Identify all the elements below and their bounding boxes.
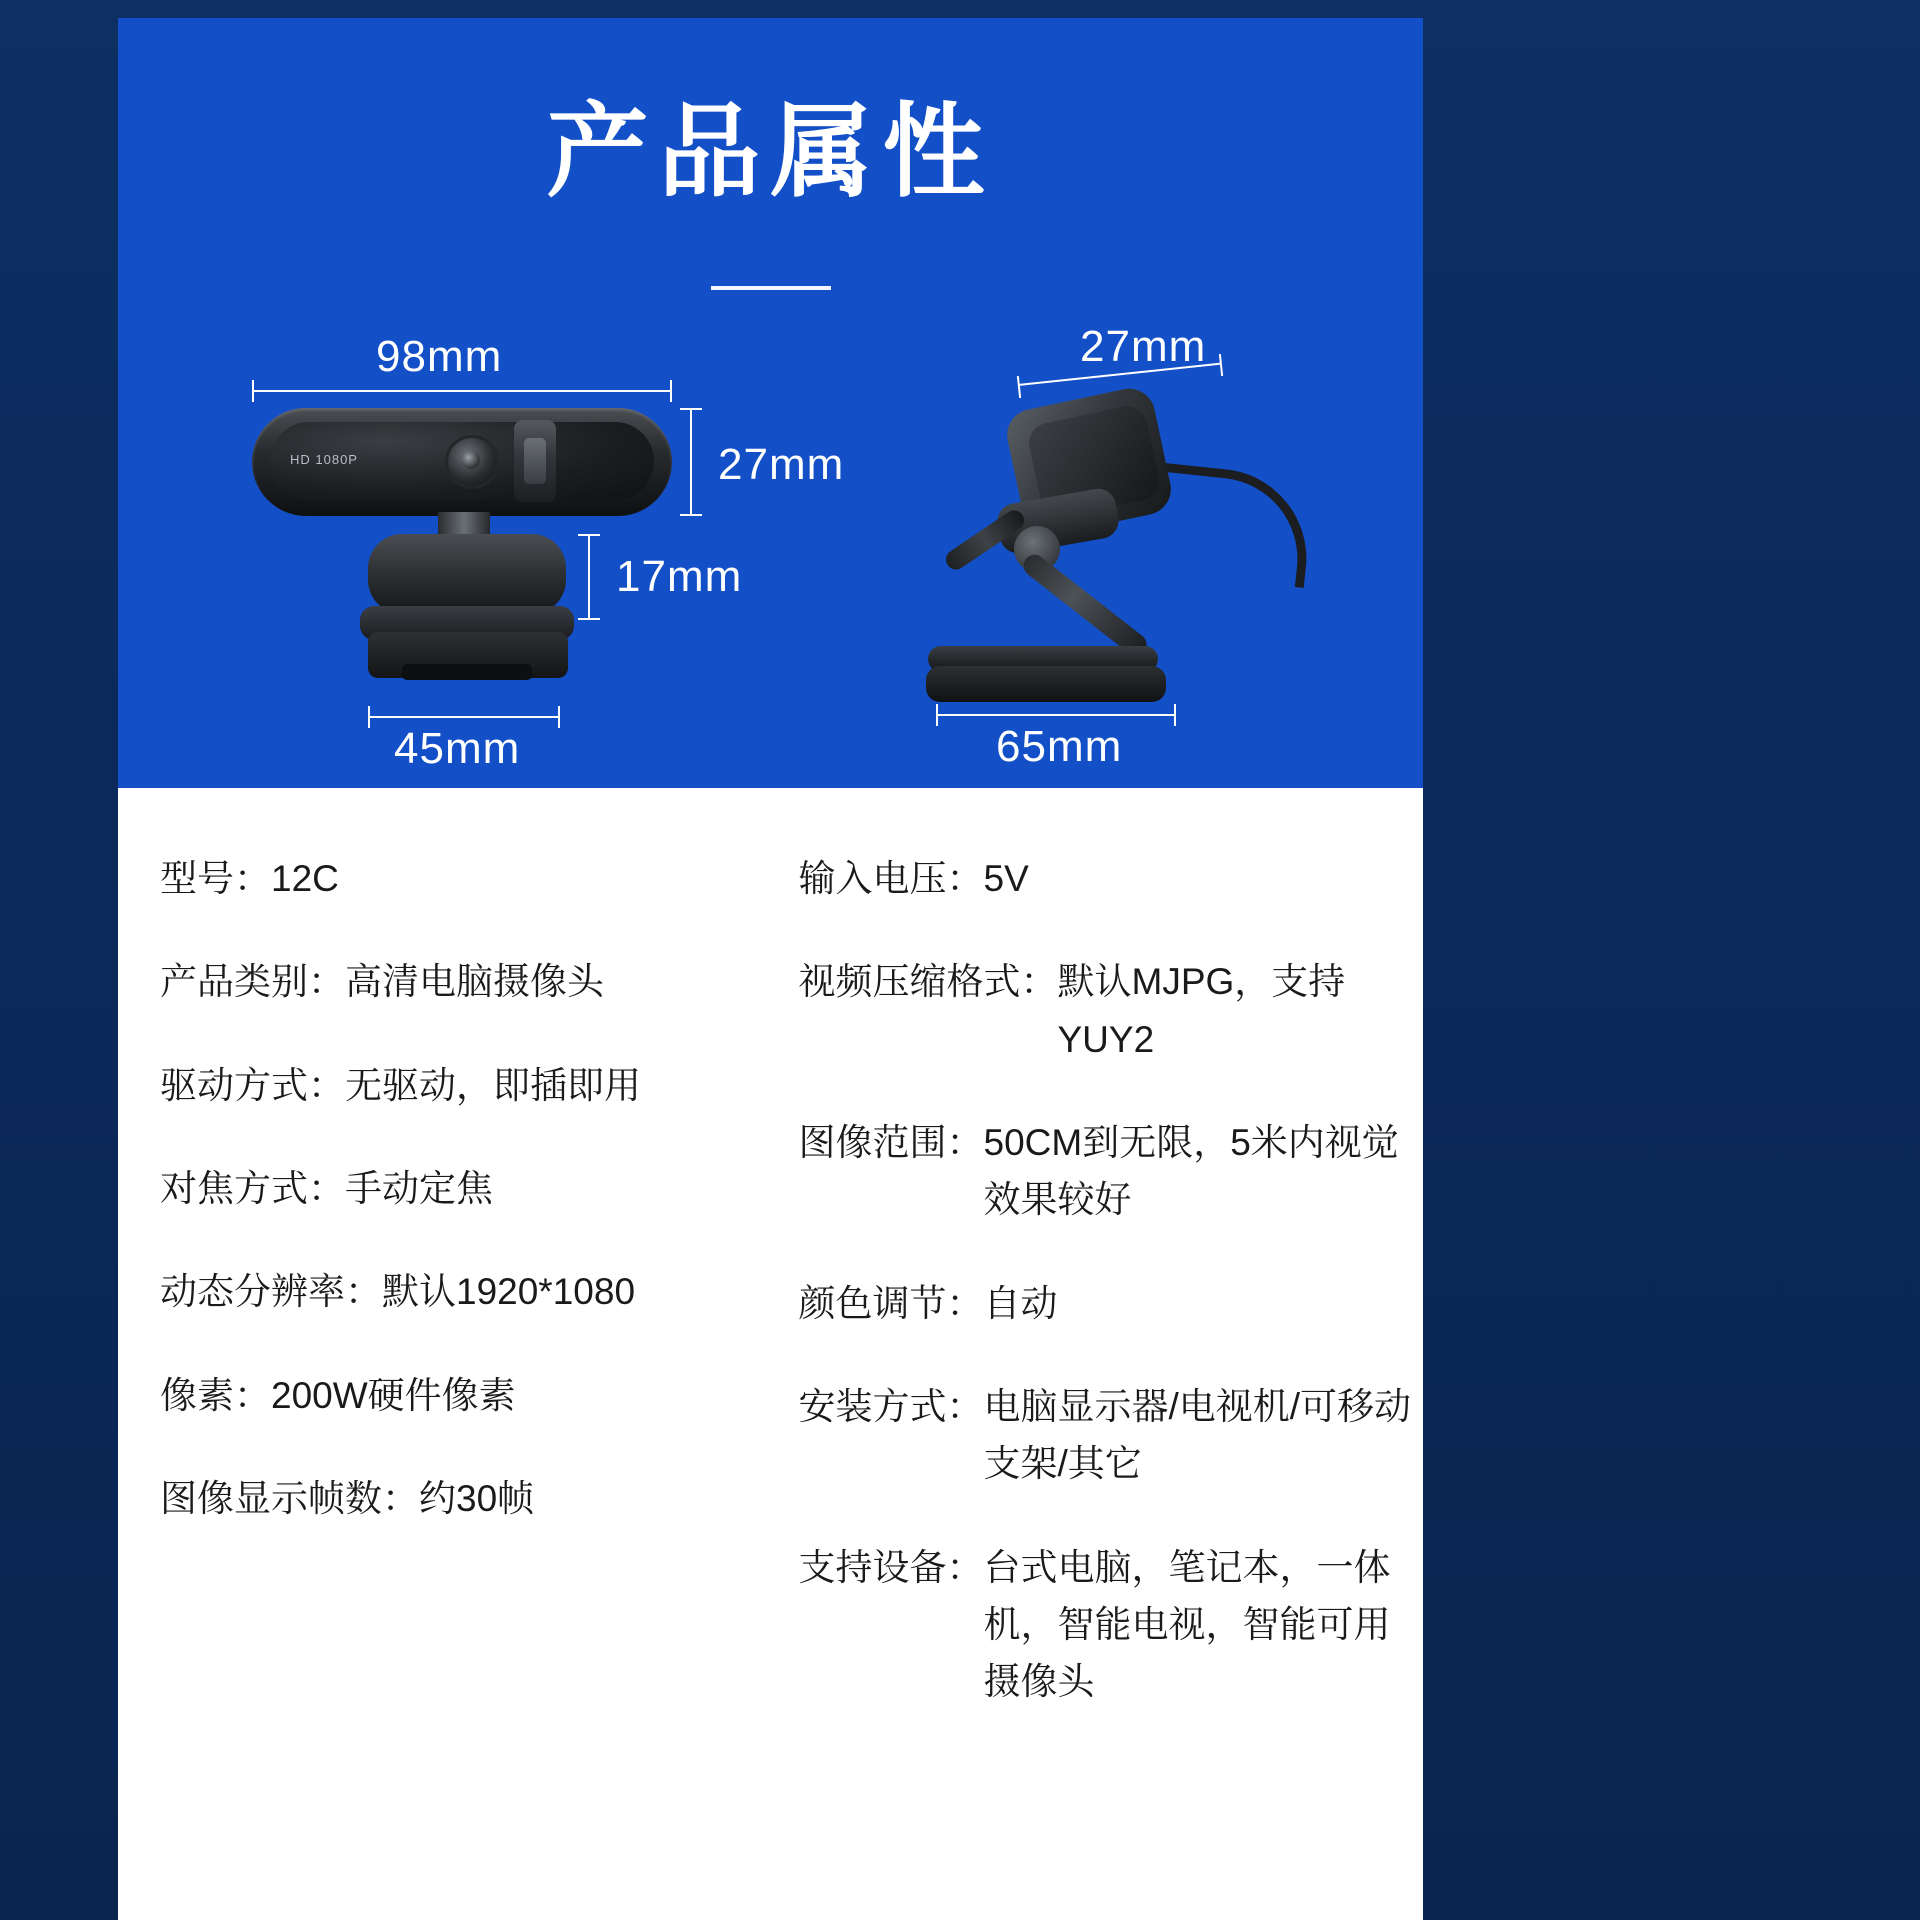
spec-value: 台式电脑，笔记本，一体机，智能电视，智能可用摄像头 — [983, 1546, 1391, 1703]
spec-value: 默认MJPG，支持YUY2 — [1057, 961, 1346, 1060]
spec-value: 约30帧 — [419, 1478, 535, 1520]
spec-value: 手动定焦 — [345, 1168, 493, 1210]
spec-value: 5V — [983, 858, 1029, 899]
webcam-base-upper — [368, 534, 566, 614]
specs-column-left — [118, 850, 771, 1920]
hero-panel — [118, 18, 1423, 788]
spec-row — [160, 850, 771, 907]
spec-label: 安装方式： — [798, 1386, 984, 1428]
spec-row — [160, 1367, 771, 1424]
spec-value: 电脑显示器/电视机/可移动支架/其它 — [983, 1386, 1412, 1485]
dimension-line-base-45mm — [368, 716, 560, 718]
label-width-98mm: 98mm — [376, 332, 503, 381]
spec-row — [799, 1539, 1424, 1711]
spec-value: 自动 — [983, 1282, 1058, 1324]
spec-value: 200W硬件像素 — [271, 1374, 516, 1416]
label-base-17mm: 17mm — [616, 552, 743, 601]
spec-value: 12C — [271, 858, 339, 899]
webcam-front-view — [252, 408, 672, 708]
webcam-side-view — [918, 378, 1298, 758]
spec-label: 像素： — [160, 1374, 271, 1416]
spec-label: 支持设备： — [798, 1546, 984, 1588]
spec-row — [160, 1263, 771, 1320]
label-width-65mm: 65mm — [996, 722, 1123, 771]
spec-value: 无驱动，即插即用 — [345, 1064, 641, 1106]
title-divider — [711, 286, 831, 290]
tick-left-45mm — [368, 706, 370, 728]
label-depth-27mm: 27mm — [1080, 322, 1207, 371]
spec-row — [160, 1470, 771, 1527]
spec-row — [799, 850, 1424, 907]
spec-row — [160, 1160, 771, 1217]
privacy-shutter-knob — [524, 438, 546, 484]
spec-label: 颜色调节： — [798, 1282, 984, 1324]
webcam-clip-arm — [1019, 550, 1151, 660]
page-title: 产品属性 — [546, 95, 995, 209]
spec-label: 输入电压： — [798, 858, 984, 899]
spec-row — [799, 953, 1424, 1068]
tick-bottom-27mm — [680, 514, 702, 516]
tick-right-45mm — [558, 706, 560, 728]
tick-left-98mm — [252, 380, 254, 402]
tick-right-depth-27mm — [1219, 354, 1223, 376]
spec-label: 图像显示帧数： — [160, 1478, 419, 1520]
spec-value: 50CM到无限，5米内视觉效果较好 — [983, 1122, 1399, 1221]
specifications-panel — [118, 788, 1423, 1920]
spec-value: 默认1920*1080 — [382, 1271, 636, 1313]
spec-label: 图像范围： — [798, 1122, 984, 1164]
spec-label: 型号： — [160, 858, 271, 899]
hd-marking-label: HD 1080P — [290, 452, 358, 467]
specs-column-right — [771, 850, 1424, 1920]
webcam-base-foot — [402, 664, 532, 680]
usb-cable — [1145, 462, 1316, 588]
spec-label: 驱动方式： — [160, 1064, 345, 1106]
spec-label: 对焦方式： — [160, 1168, 345, 1210]
camera-lens-icon — [448, 438, 496, 486]
spec-value: 高清电脑摄像头 — [345, 961, 604, 1003]
spec-row — [799, 1114, 1424, 1229]
spec-label: 产品类别： — [160, 961, 345, 1003]
tick-right-98mm — [670, 380, 672, 402]
spec-label: 动态分辨率： — [160, 1271, 382, 1313]
dimension-line-width-98mm — [252, 390, 672, 392]
webcam-foot-lower — [926, 666, 1166, 702]
spec-label: 视频压缩格式： — [798, 961, 1058, 1003]
dimension-drawing — [118, 318, 1423, 788]
label-height-27mm: 27mm — [718, 440, 845, 489]
spec-row — [799, 1275, 1424, 1332]
dimension-line-height-27mm — [690, 408, 692, 516]
label-base-45mm: 45mm — [394, 724, 521, 773]
spec-row — [160, 1057, 771, 1114]
tick-top-27mm — [680, 408, 702, 410]
spec-row — [160, 953, 771, 1010]
spec-row — [799, 1378, 1424, 1493]
